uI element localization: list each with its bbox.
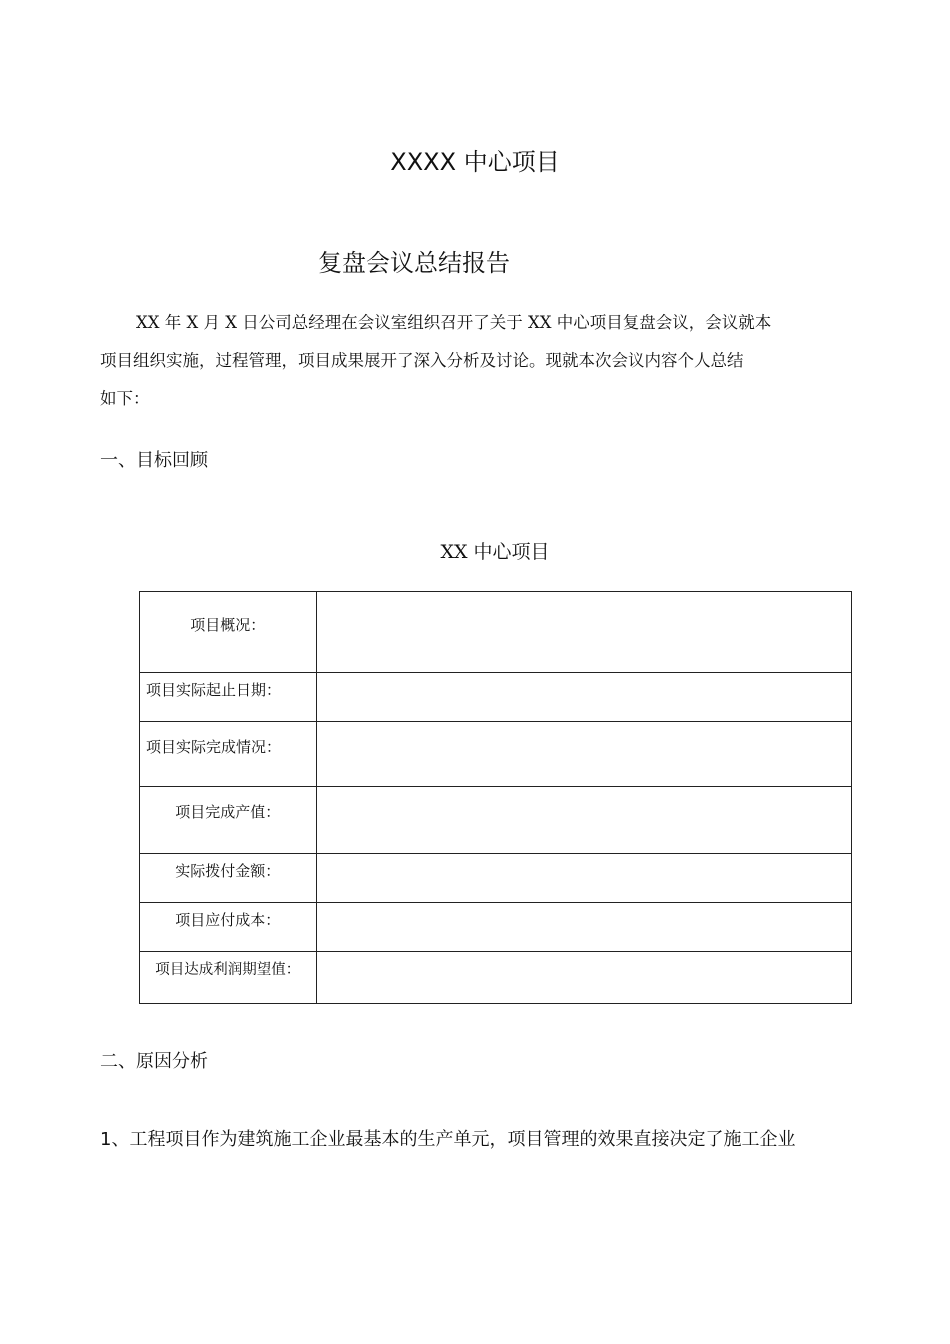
document-subtitle: 复盘会议总结报告 <box>318 249 510 277</box>
intro-line-2: 项目组织实施，过程管理，项目成果展开了深入分析及讨论。现就本次会议内容个人总结 <box>100 351 744 370</box>
row-label: 项目应付成本： <box>140 903 317 952</box>
row-value <box>316 592 851 673</box>
intro-line-3: 如下： <box>100 389 150 408</box>
table-row <box>140 903 852 952</box>
row-label: 项目达成利润期望值： <box>140 952 317 1004</box>
row-label: 项目实际完成情况： <box>140 722 317 787</box>
row-value <box>316 952 851 1004</box>
table-row <box>140 722 852 787</box>
row-label: 项目概况： <box>140 592 317 673</box>
intro-line-1: XX 年 X 月 X 日公司总经理在会议室组织召开了关于 XX 中心项目复盘会议，会议就本 <box>136 313 772 332</box>
intro-paragraph <box>100 304 852 418</box>
row-label: 项目完成产值： <box>140 787 317 854</box>
table-row <box>140 673 852 722</box>
row-value <box>316 903 851 952</box>
table-row <box>140 952 852 1004</box>
row-value <box>316 722 851 787</box>
row-value <box>316 673 851 722</box>
row-label: 实际拨付金额： <box>140 854 317 903</box>
document-title: XXXX 中心项目 <box>390 148 560 176</box>
table-caption: XX 中心项目 <box>440 541 550 563</box>
body-paragraph: 1、工程项目作为建筑施工企业最基本的生产单元，项目管理的效果直接决定了施工企业 <box>100 1129 796 1150</box>
row-label: 项目实际起止日期： <box>140 673 317 722</box>
project-info-table <box>139 591 852 1004</box>
table-row <box>140 854 852 903</box>
table-row <box>140 787 852 854</box>
row-value <box>316 854 851 903</box>
section-heading-cause-analysis: 二、原因分析 <box>100 1051 208 1072</box>
row-value <box>316 787 851 854</box>
section-heading-goal-review: 一、目标回顾 <box>100 450 208 471</box>
table-row <box>140 592 852 673</box>
